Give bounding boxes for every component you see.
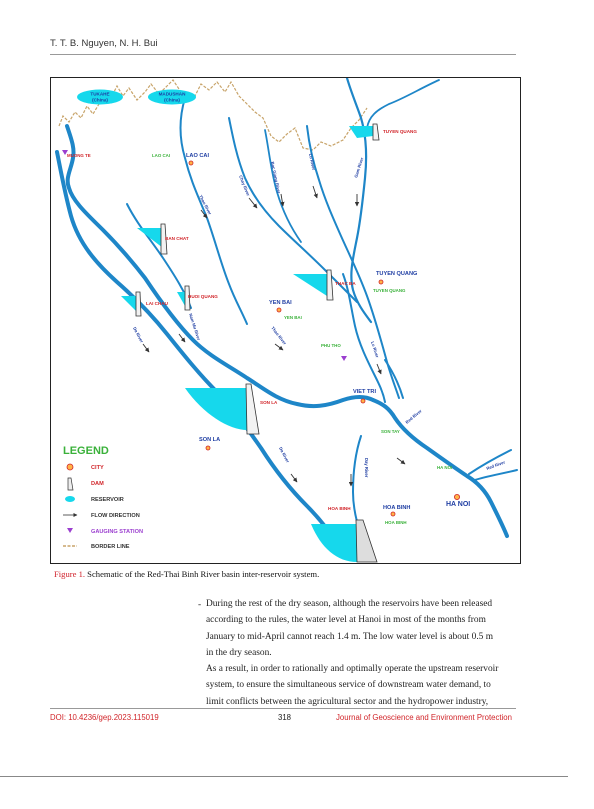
dam-label-hoa-binh: HOA BINH	[328, 506, 351, 511]
header-rule	[50, 54, 516, 55]
dam-tuyen-quang	[373, 124, 379, 140]
river-label-red: Red River	[404, 408, 423, 425]
river-label-da-upper: Da River	[132, 326, 145, 344]
body-paragraph	[206, 661, 517, 710]
figure-caption-label: Figure 1.	[54, 569, 86, 579]
reservoir-thac-ba	[293, 274, 327, 296]
river-gam-tributary	[367, 80, 439, 128]
dam-thac-ba	[327, 270, 333, 300]
river-label-gam: Gam River	[353, 156, 365, 179]
legend	[63, 445, 143, 550]
city-label-hoa-binh: HOA BINH	[383, 505, 411, 511]
river-label-chay-upper: Chay River	[238, 174, 251, 197]
city-marker-viet-tri	[361, 399, 365, 403]
legend-title: LEGEND	[63, 445, 109, 457]
legend-item-reservoir: RESERVOIR	[91, 497, 124, 503]
dam-label-huoi-quang: HUOI QUANG	[188, 294, 218, 299]
footer-doi[interactable]: DOI: 10.4236/gep.2023.115019	[50, 713, 159, 722]
river-da	[57, 152, 341, 548]
city-marker-lao-cai	[189, 161, 193, 165]
city-label-ha-noi: HA NOI	[446, 501, 471, 508]
station-label-muong-te: MUONG TE	[67, 153, 91, 158]
station-label-tuyen-quang: TUYEN QUANG	[373, 288, 406, 293]
city-label-lao-cai: LAO CAI	[186, 153, 209, 159]
river-label-red-east: Red River	[485, 459, 506, 471]
dam-lai-chau	[136, 292, 141, 316]
city-marker-tuyen-quang	[379, 280, 383, 284]
figure-caption	[54, 569, 319, 579]
legend-item-city: CITY	[91, 465, 104, 471]
river-lo-lower	[343, 274, 385, 402]
text-line: During the rest of the dry season, although the reservoirs have been released	[206, 599, 493, 609]
bullet-marker: -	[198, 600, 202, 610]
dam-son-la	[246, 384, 259, 434]
reservoir-ban-chat	[137, 228, 163, 248]
bullet-paragraph	[206, 596, 517, 661]
station-label-lao-cai: LAO CAI	[152, 153, 171, 158]
city-marker-hoa-binh	[391, 512, 395, 516]
text-line: system, to ensure the simultaneous service of downstream water demand, to	[206, 680, 491, 691]
dam-label-tuyen-quang: TUYEN QUANG	[383, 129, 417, 134]
tukahe-sublabel: (China)	[92, 97, 108, 103]
flow-arrow	[143, 344, 149, 352]
river-label-thao-upper: Thao River	[198, 194, 213, 216]
river-red-east-2	[475, 470, 517, 480]
river-label-lo-lower: Lo River	[370, 340, 380, 359]
station-label-hoa-binh: HOA BINH	[385, 520, 407, 525]
dam-label-thac-ba: THAC BA	[335, 281, 356, 286]
river-label-da-lower: Da River	[278, 446, 291, 464]
city-label-yen-bai: YEN BAI	[269, 300, 292, 306]
text-line: As a result, in order to rationally and optimally operate the upstream reservoir	[206, 664, 499, 674]
station-marker-phu-tho	[341, 356, 347, 361]
tukahe-label: TUKAHE	[90, 91, 110, 97]
footer-page-number: 318	[278, 713, 292, 722]
text-line: according to the rules, the water level at Hanoi in most of the months from	[206, 615, 486, 626]
flow-arrow	[313, 186, 317, 198]
legend-reservoir-icon	[65, 496, 75, 502]
footer-rule	[50, 708, 516, 709]
river-thao-branch	[181, 98, 248, 324]
legend-item-border: BORDER LINE	[91, 544, 130, 550]
city-marker-yen-bai	[277, 308, 281, 312]
figure-caption-text: Schematic of the Red-Thai Binh River basin inter-reservoir system.	[85, 569, 320, 579]
madushan-label: MADUSHAN	[158, 91, 186, 97]
station-label-yen-bai: YEN BAI	[284, 315, 302, 320]
flow-arrow	[179, 334, 185, 342]
text-line: limit conflicts between the agricultural sector and the hydropower industry,	[206, 696, 489, 707]
river-label-nam-mu: Nam Mu River	[188, 312, 202, 341]
dam-label-ban-chat: BAN CHAT	[165, 236, 189, 241]
text-line: in the dry season.	[206, 647, 272, 658]
river-label-day: Day River	[364, 458, 369, 478]
river-label-bac-giang: Bac Giang River	[270, 161, 282, 194]
flow-arrow	[377, 364, 381, 374]
reservoir-tuyen-quang	[349, 126, 373, 138]
reservoir-hoa-binh	[311, 524, 357, 562]
reservoir-lai-chau	[121, 296, 137, 312]
river-label-thao-lower: Thao River	[270, 325, 288, 346]
river-thao	[67, 126, 373, 406]
footer-journal[interactable]: Journal of Geoscience and Environment Protection	[336, 713, 512, 722]
figure-schematic	[50, 77, 521, 564]
river-bac-giang	[265, 130, 301, 242]
madushan-sublabel: (China)	[164, 97, 180, 103]
flow-arrow	[291, 474, 297, 482]
station-label-ha-noi: HA NOI	[437, 465, 453, 470]
river-lo-east	[385, 360, 403, 398]
running-header: T. T. B. Nguyen, N. H. Bui	[50, 38, 158, 49]
page-bottom-rule	[0, 776, 568, 777]
river-chay	[229, 118, 357, 302]
reservoir-son-la	[185, 388, 247, 430]
station-label-son-tay: SON TAY	[381, 429, 400, 434]
city-marker-ha-noi	[454, 494, 459, 499]
station-label-phu-tho: PHU THO	[321, 343, 341, 348]
legend-item-station: GAUGING STATION	[91, 529, 143, 535]
river-label-lo-upper: Lo River	[308, 153, 317, 171]
city-marker-son-la	[206, 446, 210, 450]
dam-hoa-binh	[356, 520, 377, 562]
legend-city-icon	[67, 464, 73, 470]
legend-station-icon	[67, 528, 73, 533]
city-label-viet-tri: VIET TRI	[353, 389, 376, 395]
legend-item-dam: DAM	[91, 481, 104, 487]
legend-item-flow: FLOW DIRECTION	[91, 513, 140, 519]
basin-schematic-svg	[51, 78, 520, 563]
city-label-tuyen-quang: TUYEN QUANG	[376, 271, 418, 277]
flow-arrow	[397, 458, 405, 464]
city-label-son-la: SON LA	[199, 437, 221, 443]
legend-dam-icon	[68, 478, 73, 490]
flow-arrow	[275, 344, 283, 350]
dam-label-lai-chau: LAI CHAU	[146, 301, 168, 306]
dam-label-son-la: SON LA	[260, 400, 278, 405]
text-line: January to mid-April cannot reach 1.4 m. The low water level is about 0.5 m	[206, 631, 493, 642]
